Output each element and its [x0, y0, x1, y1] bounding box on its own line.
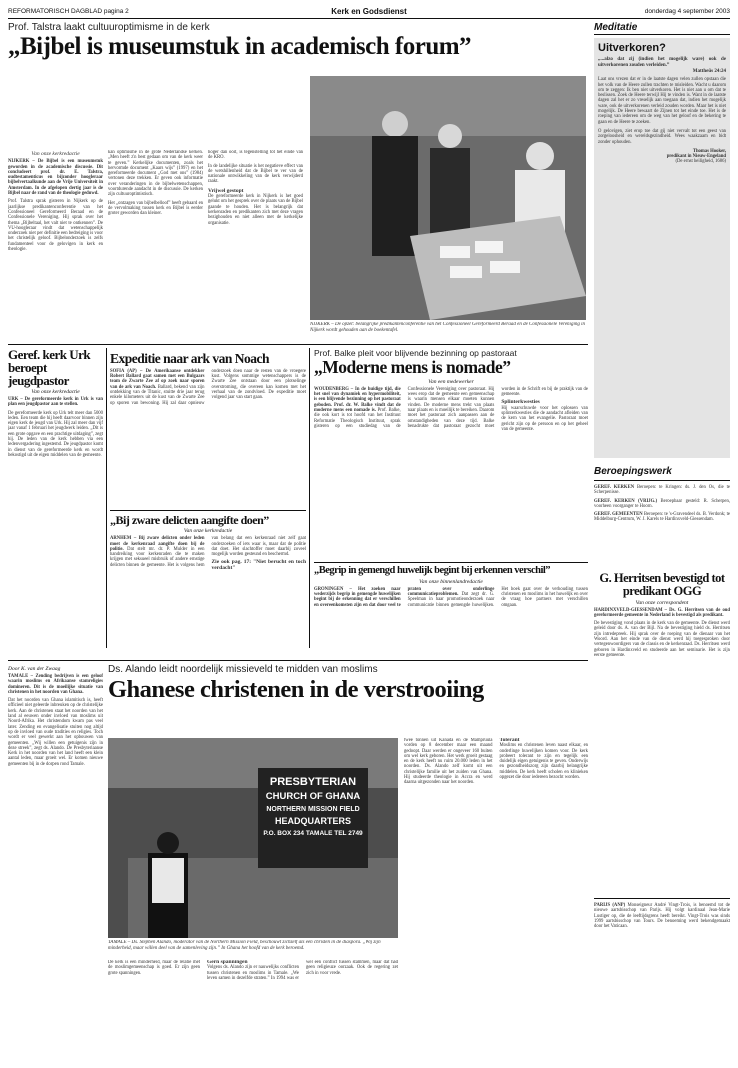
ghana-col1 — [8, 664, 103, 1060]
conference-photo — [310, 76, 586, 320]
nomade-byline: Van een medewerker — [428, 378, 474, 385]
meditatie-box — [594, 38, 730, 458]
main-body-3: Het „ontzagen van bijbelbelloof” heeft gebaard en de vervolmaking tussen kerk en Bijbel is eerder groter geworden dan kleiner. — [108, 200, 203, 217]
huwelijk-headline: „Begrip in gemengd huwelijk begint bij erkennen verschil” — [314, 566, 551, 576]
parijs-body: PARIJS (ANP) Monseigneur André Vingt-Trois, is benoemd tot de nieuwe aartsbisschop van Parijs. Hij volgt kardinaal Jean-Marie Lustiger op, die de leeftijdsgrens heeft bereikt. Vingt-Trois was sinds 1999 aartsbisschop van Tours. De benoeming werd bekendgemaakt door het Vaticaan. — [594, 903, 730, 930]
main-article-col1 — [8, 150, 103, 330]
ghana-kicker: Ds. Alando leidt noordelijk missieveld te midden van moslims — [108, 664, 378, 675]
ghana-photo-caption: TAMALE – Ds. Stephen Alando, moderator van de Northern Mission Field, beschouwt zichzelf als een christen in de diaspora. „Wij zijn minderheid, maar willen deel van de samenleving zijn.” In Ghana het hoofd van de kerk beroemd. — [108, 940, 381, 951]
noah-lead: SOFIA (AP) – De Amerikaanse ontdekker Robert Ballard gaat samen met een Bulgaars team de Zwarte Zee af op zoek naar sporen van de ark van Noach. — [110, 368, 205, 390]
ghana-right — [404, 738, 588, 1060]
nomade-lead: WOUDENBERG – In de huidige tijd, die het snel van dynamiek en hypermobiliteit, is een blijvende bezinning op het pastoraat geboden. Prof. dr. W. Balke vindt dat de moderne mens een nomade is. — [314, 386, 401, 414]
huwelijk-body: GRONINGEN – Het zoeken naar wederzijds begrip in gemengde huwelijken begint bij de erkenning dat er verschillen en overeenkomsten zijn en dat door veel te praten over onderlinge communicatieproblemen. Dat zegt dr. G. Speelman in haar promotieonderzoek naar communicatie binnen gemengde huwelijken. Het boek gaat over de verhouding tussen christenen en moslims in het huwelijk en over de vraag hoe partners met verschillen omgaan. — [314, 586, 588, 608]
huwelijk-article — [314, 566, 588, 654]
parijs-text: Monseigneur André Vingt-Trois, is benoemd tot de nieuwe aartsbisschop van Parijs. — [594, 903, 730, 914]
huwelijk-byline: Van onze binnenlandredactie — [419, 578, 483, 585]
meditatie-author3: (De ernst heiligheid, 1686) — [675, 159, 726, 165]
main-byline: Van onze kerkredactie — [31, 151, 80, 157]
nomade-article — [314, 348, 588, 558]
page-date: donderdag 4 september 2003 — [644, 7, 731, 15]
sign-line5: P.O. BOX 234 TAMALE TEL 2749 — [263, 830, 363, 837]
conference-photo-illustration — [310, 76, 586, 320]
delicten-article — [110, 514, 306, 654]
delicten-note: Zie ook pag. 17: "Niet berucht en toch verdacht" — [211, 559, 306, 571]
beroeping-item — [594, 485, 730, 496]
main-article-header — [8, 22, 588, 70]
paper-name: REFORMATORISCH DAGBLAD pagina 2 — [8, 7, 129, 15]
urk-lead: URK – De gereformeerde kerk in Urk is van plan een jeugdpastor aan te stellen. — [8, 397, 103, 408]
beroepingswerk-banner: Beroepingswerk — [594, 466, 730, 481]
beroeping-text-3: Beroepen: te 's-Gravendeel ds. B. Verdonk; te Middelburg-Centrum, W. J. Karels te Hardinxveld-Giessendam. — [594, 512, 730, 523]
sign-line2: CHURCH OF GHANA — [265, 791, 361, 802]
beroepingswerk — [594, 466, 730, 566]
beroepingswerk-list — [594, 485, 730, 523]
noah-article — [110, 352, 306, 507]
main-body-5: In de landelijke situatie is het negatieve effect van de wetshillenheid dat de Bijbel te ver van de nationale ontwikkeling van de kerk verwijderd raakt. — [208, 163, 303, 185]
main-subhead: Vrijwel gestopt — [208, 187, 244, 194]
ghana-headline: Ghanese christenen in de verstrooiing — [108, 676, 484, 703]
meditatie-quote: „...alzo dat zij (indien het mogelijk ware) ook de uitverkorenen zouden verleiden.” — [598, 57, 726, 68]
meditatie-title: Uitverkoren? — [598, 42, 666, 54]
meditatie-banner: Meditatie — [594, 22, 730, 35]
herritsen-body: De bevestiging vond plaats in de kerk van de gemeente. De dienst werd geleid door ds. A. van der Bijl. Na de bevestiging hield ds. Herritsen zijn intredepreek. Hij sprak over de roeping van de dienaar van het Woord. Aan het einde van de dienst werd hij toegesproken door vertegenwoordigers van de classis en de kerkenraad. Ds. Herritsen werd geboren in Hardinxveld en studeerde aan het seminarie. Het is zijn eerste gemeente. — [594, 621, 730, 658]
urk-headline: Geref. kerk Urk beroept jeugdpastor — [8, 348, 91, 388]
ghana-subhead-1: Gern spanningen — [207, 960, 248, 965]
parijs-head: PARIJS (ANP) — [594, 903, 626, 908]
huwelijk-lead: GRONINGEN – Het zoeken naar wederzijds begrip in gemengde huwelijken begint bij de erkenning dat er verschillen en overeenkomsten zijn en dat door veel te praten over onderlinge communicatieproblemen. — [314, 586, 495, 608]
ghana-body-2: De kerk is een minderheid, maar de relatie met de moslimgemeenschap is goed. Er zijn geen grote spanningen. Gern spanningen Volgens ds. Alando zijn er nauwelijks conflicten tussen christenen en moslims in Tamale. „We leven samen in dezelfde straten.” In 1994 was er wel een conflict tussen stammen, maar dat had geen religieuze oorzaak. Ook de regering zet zich in voor vrede. — [108, 960, 398, 981]
noah-headline: Expeditie naar ark van Noach — [110, 352, 270, 366]
ghana-photo — [108, 738, 398, 938]
delicten-byline: Van onze kerkredactie — [183, 528, 233, 535]
main-article-col3 — [208, 150, 303, 330]
beroeping-item — [594, 512, 730, 523]
delicten-headline: „Bij zware delicten aangifte doen” — [110, 514, 269, 527]
meditatie-ref: Mattheüs 24:24 — [692, 69, 726, 74]
ghana-byline: Door K. van der Zwaag — [8, 666, 61, 672]
church-sign — [260, 770, 366, 866]
beroeping-item — [594, 499, 730, 510]
beroeping-head-3: GEREF. GEMEENTEN — [594, 512, 643, 518]
main-body-6: De gereformeerde kerk in Nijkerk is het goed gelukt om het gesprek over de plaats van de Bijbel gaande te houden. Het is belangrijk dat kerkenraden en predikanten zich met deze vragen bezighouden en niet alleen met de kerkelijke organisatie. — [208, 194, 303, 226]
herritsen-lead: HARDINXVELD-GIESSENDAM – Ds. G. Herritsen van de oud gereformeerde gemeente in Nederland is bevestigd als predikant. — [594, 607, 730, 618]
main-body-4: hoger dan ooit, is tegenstelling tot het einde van de KRO. — [208, 150, 303, 161]
beroeping-text-2: Beroepbaar gesteld: R. Scherpen, voorheen voorganger te Hoorn. — [594, 498, 730, 509]
main-kicker: Prof. Talstra laakt cultuuroptimisme in de kerk — [8, 22, 210, 33]
herritsen-article — [594, 572, 730, 892]
sign-line3: NORTHERN MISSION FIELD — [266, 806, 360, 813]
ghana-header — [108, 664, 588, 738]
ghana-lower — [108, 960, 398, 1060]
delicten-lead: ARNHEM – Bij zware delicten onder leden moet de kerkenraad aangifte doen bij de politie. — [110, 536, 205, 552]
ghana-subhead-2: Tolerant — [499, 738, 520, 743]
meditatie-body: Laat ons vrezen dat er in de laatste dagen velen zullen opstaan die het volk van de Heere zullen trachten te misleiden. Wacht u daarom om te zeggen: Ik ben niet uitverkoren. Het is niet aan u om dat te beslissen. Zoek de Heere terwijl Hij te vinden is. Want in de laatste dagen zal het er zo vreselijk aan toegaan dat, indien het mogelijk ware, ook de uitverkorenen verleid zouden worden. Maar het is niet mogelijk. De Heere bewaart de Zijnen tot het einde toe. Het is de roeping van iedereen om de weg van het geloof en de bekering te gaan en de Heere te zoeken. — [598, 77, 726, 125]
page-header — [8, 4, 730, 19]
nomade-subhead: Splinterkwesties — [501, 399, 540, 406]
conference-photo-caption: NIJKERK – De opzet: belangrijke predikantenconferentie van het Confessioneel Gereformeerd Beraad en de Confessionele Vereniging in Nijkerk wordt gehouden aan de boekentafel. — [310, 322, 585, 333]
meditatie-column — [594, 22, 730, 458]
ghana-body-3: twee tonnen uit Kanada en de Mampruula vorden op 8 december maar een maand gedoopt. Daar werden er ongeveer 160 buiten om wel kerk geboren. Het werk groeit gestaag en de kerk heeft nu ruim 20.000 leden in het noorden. Ds. Alando zelf komt uit een christelijke familie uit het zuiden van Ghana. Hij studeerde theologie in Accra en werd daarna uitgezonden naar het noorden. Tolerant Moslims en christenen leven naast elkaar, en onderlinge huwelijken komen voor. De kerk probeert tolerant te zijn en tegelijk een duidelijk eigen getuigenis te geven. Onderwijs en gezondheidszorg zijn daarbij belangrijke middelen. De kerk heeft scholen en klinieken opgezet die door iedereen bezocht worden. — [404, 738, 588, 786]
nomade-kicker: Prof. Balke pleit voor blijvende bezinning op pastoraat — [314, 348, 517, 358]
main-headline: „Bijbel is museumstuk in academisch forum” — [8, 33, 472, 60]
meditatie-body-2: O gelovigen, ziet erop toe dat gij niet vervalt tot een geest van zorgeloosheid en wereldsgezindheid. Wees waakzaam en bidt zonder ophouden. — [598, 128, 726, 145]
urk-body: De gereformeerde kerk op Urk telt meer dan 5000 leden. Een team die hij heeft daarvoor binnen zijn eigen kerk de jeugd van Urk. Hij zal meer dan vijf jaar vanaf 1 februari het jeugdwerk leiden. „Dit is een grote opgave en een prachtige uitdaging”, zegt hij. De leden van de kerk hebben via een ledenvergadering ingestemd. De jeugdpastor komt in dienst van de gereformeerde kerk en wordt bekostigd uit de eigen middelen van de gemeente. — [8, 410, 103, 458]
main-lead: NIJKERK – De Bijbel is een museumstuk geworden in de academische discussie. Dit concludeert prof. dr. E. Talstra, oudtestamenticus en bijzonder hoogleraar bijbelvertaalkunde aan de Vrije Universiteit in Amsterdam. In de afgelopen dertig jaar is de Bijbel naar de rand van de theologie geduwd. — [8, 159, 103, 197]
meditatie-author: Thomas Hooker, — [692, 148, 726, 154]
herritsen-byline: Van onze correspondent — [635, 599, 689, 606]
main-article-col2 — [108, 150, 203, 330]
nomade-headline: „Moderne mens is nomade” — [314, 357, 511, 377]
sign-line1: PRESBYTERIAN — [269, 776, 357, 788]
urk-article — [8, 348, 103, 648]
beroeping-head-2: GEREF. KERKEN (VRIJG.) — [594, 498, 658, 504]
main-body-2: kan optimisme in de grote Nederlandse kerken. „Men heeft z'n best gedaan om van de kerk weer te geven.” Kerkelijke documenten, zoals het hervormde document „Kaars wijs” (1997) en het gereformeerde document „God met ons” (1984) vertonen deze trekken. Er geven ook informatie over veranderingen in de bijbelwetenschappen, voortdurende aandacht in de discussie. De kerken zijn cultuuroptimistisch. — [108, 150, 203, 198]
beroeping-text-1: Beroepen: te Kringen: ds. J. den Os, die te Scherpenisse. — [594, 485, 730, 496]
urk-byline: Van onze kerkredactie — [31, 389, 80, 395]
noah-body: SOFIA (AP) – De Amerikaanse ontdekker Robert Ballard gaat samen met een Bulgaars team de Zwarte Zee af op zoek naar sporen van de ark van Noach. Ballard, bekend van zijn ontdekking van de Titanic, stuitte drie jaar terug enkele kilometers uit de kust van de Zwarte Zee op sporen van bewoning. Hij zal daar opnieuw onderzoek doen naar de resten van de vroegere kust. Volgens sommige wetenschappers is de Zwarte Zee ontstaan door een plotselinge overstroming, die overeen kan komen met het verhaal van de zondvloed. De expeditie moet volgend jaar van start gaan. — [110, 368, 306, 406]
sign-line4: HEADQUARTERS — [274, 816, 351, 826]
parijs-article — [594, 898, 730, 1059]
herritsen-headline: G. Herritsen bevestigd tot predikant OGG — [599, 572, 725, 598]
ghana-lead: TAMALE – Zending bedrijven is een geloof waarin moslims en Afrikaanse stamreligies domineren. Dit is de moeilijke situatie van christenen in het noorden van Ghana. — [8, 674, 103, 695]
meditatie-author2: predikant in Nieuw-Engeland — [666, 154, 726, 160]
main-body-1: Prof. Talstra sprak gisteren in Nijkerk op de jaarlijkse predikantenconferentie van het Confessioneel Gereformeerd Beraad en de Confessionele Vereniging. Hij sprak over het thema „Bijbeltaal, het valt niet te ontkennen”. De VU-hoogleraar vindt dat wetenschappelijk onderzoek niet per definitie een bedreiging is voor het christelijk geloof. Bijbelonderzoek is zelfs fundamenteel voor de gelovigen in kerk en theologie. — [8, 199, 103, 253]
section-title: Kerk en Godsdienst — [331, 6, 407, 16]
ghana-body-1: Dat het noorden van Ghana islamitisch is, heeft officieel niet geleerde inbreuken op de christelijke kerk. Aan de christenen staat het noorden van het land al eeuwen onder invloed van moslims uit Noord-Afrika. Het christendom kwam pas veel later. Zending en evangelisatie stuiten nog altijd op de invloed van oude tradities en religies. Toch wordt er veel gewerkt aan het opbouwen van gemeenten. „Wij willen een getuigenis zijn in deze streek”, zegt ds. Alando. De Presbyteriaanse Kerk in het noorden van het land heeft een klein aantal leden, maar groeit wel. Er komen nieuwe gemeenten bij in de dorpen rond Tamale. — [8, 698, 103, 767]
beroeping-head-1: GEREF. KERKEN — [594, 485, 635, 490]
nomade-body: WOUDENBERG – In de huidige tijd, die het snel van dynamiek en hypermobiliteit, is een blijvende bezinning op het pastoraat geboden. Prof. dr. W. Balke vindt dat de moderne mens een nomade is. Prof. Balke, die ook kort is tot hoofd van het Instituut Reformatie Theologisch Instituut, sprak gisteren op een studiedag van de Confessionele Vereniging over pastoraat. Hij wees erop dat de gemeente een gemeenschap is waarin mensen elkaar moeten kunnen vinden. De moderne mens trekt van plaats naar plaats en is moeilijk te bereiken. Daarom moet het pastoraat zich aanpassen aan de omstandigheden van deze tijd. Balke benadrukte dat pastoraat gezocht moet worden in de Schrift en bij de praktijk van de gemeente. Splinterkwesties Hij waarschuwde voor het oplossen van splinterkwesties die de aandacht afleiden van de kern van het evangelie. Pastoraat moet gericht zijn op de persoon en op het geheel van de gemeente. — [314, 386, 588, 432]
delicten-body: ARNHEM – Bij zware delicten onder leden moet de kerkenraad aangifte doen bij de politie. Dat stelt mr. dr. P. Mulder in een handreiking voor kerkenraden die te maken krijgen met seksueel misbruik of andere ernstige delicten binnen de gemeente. Het is volgens hem van belang dat een kerkenraad niet zelf gaat onderzoeken of iets waar is, maar dat de politie dat doet. Het slachtoffer moet daarbij zoveel mogelijk worden gesteund en beschermd. Zie ook pag. 17: "Niet berucht en toch verdacht" — [110, 536, 306, 571]
